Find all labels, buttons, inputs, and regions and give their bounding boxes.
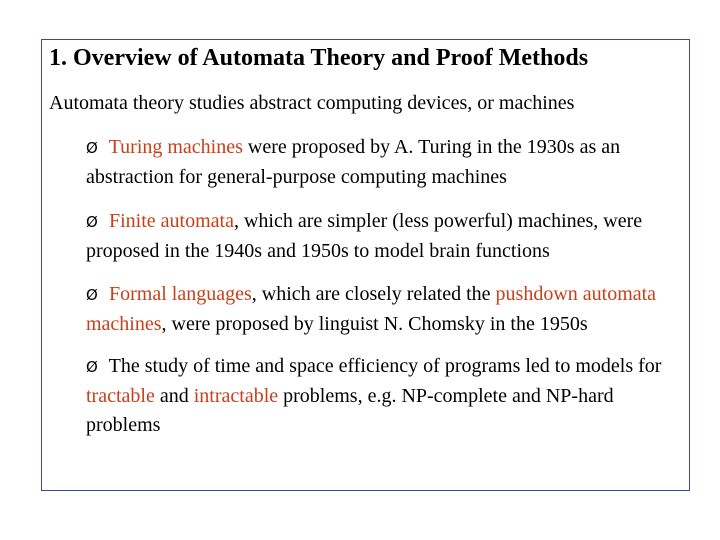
highlighted-term: Formal languages [109,283,252,305]
highlighted-term: intractable [193,385,279,407]
bullet-text: , which are closely related the [251,283,496,305]
bullet-text: , were proposed by linguist N. Chomsky in the 1950s [161,313,588,335]
arrow-bullet-icon: Ø [86,213,98,231]
arrow-bullet-icon: Ø [86,139,98,157]
bullet-list [86,133,686,454]
highlighted-term: tractable [86,385,155,407]
slide-title: 1. Overview of Automata Theory and Proof Methods [49,45,589,71]
bullet-text: and [154,385,194,407]
bullet-text: , which are simpler (less powerful) machines, were proposed in the 1940s and 1950s to model brain functions [86,210,643,262]
bullet-item [86,207,686,266]
bullet-text: problems, e.g. NP-complete and NP-hard problems [86,385,614,436]
highlighted-term: Finite automata [109,210,234,232]
bullet-item [86,280,686,339]
arrow-bullet-icon: Ø [86,358,98,376]
highlighted-term: pushdown automata machines [86,283,657,335]
bullet-text: were proposed by A. Turing in the 1930s as an abstraction for general-purpose computing machines [86,136,621,188]
bullet-text: The study of time and space efficiency of programs led to models for [108,355,662,377]
arrow-bullet-icon: Ø [86,286,98,304]
intro-text: Automata theory studies abstract computing devices, or machines [49,92,575,114]
bullet-item [86,352,686,440]
highlighted-term: Turing machines [108,136,243,158]
bullet-item [86,133,686,192]
